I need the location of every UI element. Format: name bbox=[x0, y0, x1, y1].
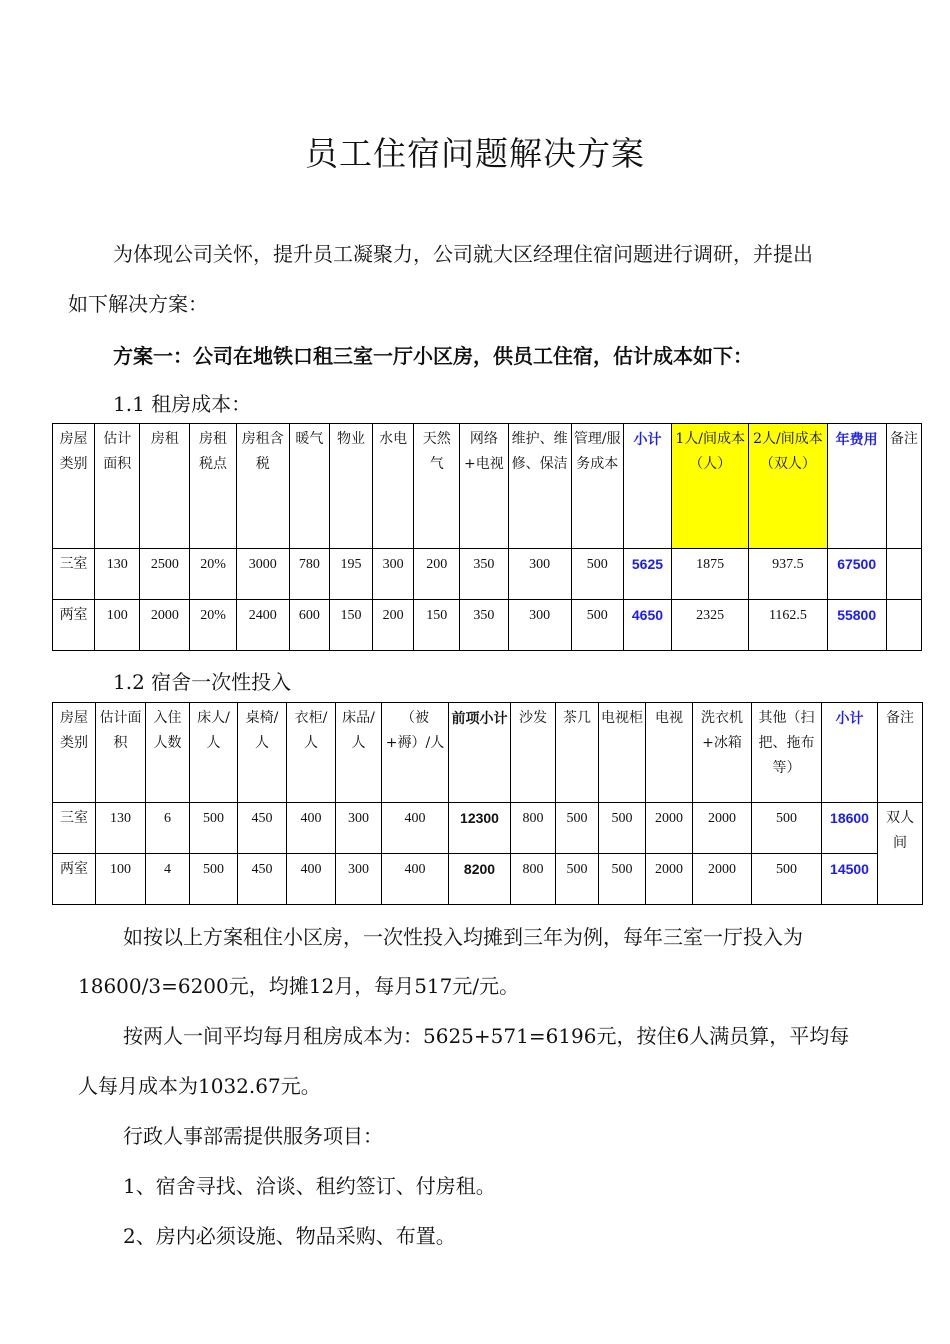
table-cell: 3000 bbox=[236, 549, 289, 600]
table-cell: 450 bbox=[238, 854, 287, 905]
table-cell: 500 bbox=[556, 854, 599, 905]
header-cell: 其他（扫把、拖布等） bbox=[752, 703, 822, 803]
table-cell: 500 bbox=[599, 854, 646, 905]
table-cell-subtotal: 18600 bbox=[822, 803, 878, 854]
table-cell: 三室 bbox=[53, 549, 95, 600]
rent-table-header-row bbox=[53, 424, 922, 549]
service-item-2: 2、房内必须设施、物品采购、布置。 bbox=[123, 1224, 456, 1248]
header-cell: 物业 bbox=[329, 424, 372, 549]
table-cell: 2000 bbox=[646, 803, 693, 854]
header-cell: 房租含税 bbox=[236, 424, 289, 549]
intro-line-1: 为体现公司关怀，提升员工凝聚力，公司就大区经理住宿问题进行调研，并提出 bbox=[113, 242, 813, 266]
header-cell: （被+褥）/人 bbox=[382, 703, 449, 803]
table-cell: 两室 bbox=[53, 854, 96, 905]
table-cell: 20% bbox=[190, 600, 236, 651]
header-cell: 维护、维修、保洁 bbox=[508, 424, 571, 549]
one-off-investment-table bbox=[52, 702, 923, 905]
table-cell: 2400 bbox=[236, 600, 289, 651]
table-row bbox=[53, 600, 922, 651]
table-cell: 400 bbox=[382, 803, 449, 854]
plan-one-heading: 方案一：公司在地铁口租三室一厅小区房，供员工住宿，估计成本如下： bbox=[113, 344, 753, 368]
table-cell: 20% bbox=[190, 549, 236, 600]
table-cell: 200 bbox=[373, 600, 414, 651]
table-cell: 1875 bbox=[672, 549, 749, 600]
header-cell-double-cost: 2人/间成本（双人） bbox=[749, 424, 827, 549]
table-row bbox=[53, 803, 923, 854]
header-cell: 房屋类别 bbox=[53, 424, 95, 549]
header-cell: 洗衣机+冰箱 bbox=[693, 703, 752, 803]
table-cell: 200 bbox=[414, 549, 460, 600]
table-cell: 500 bbox=[190, 803, 238, 854]
table-cell: 两室 bbox=[53, 600, 95, 651]
table-cell: 150 bbox=[414, 600, 460, 651]
table-cell: 2500 bbox=[140, 549, 190, 600]
table-cell: 500 bbox=[599, 803, 646, 854]
header-cell: 水电 bbox=[373, 424, 414, 549]
table-cell bbox=[886, 600, 921, 651]
table-cell: 300 bbox=[508, 549, 571, 600]
header-cell-subtotal: 小计 bbox=[623, 424, 671, 549]
table-cell: 400 bbox=[287, 803, 336, 854]
header-cell: 桌椅/人 bbox=[238, 703, 287, 803]
table-cell: 2000 bbox=[646, 854, 693, 905]
table-cell: 6 bbox=[146, 803, 190, 854]
table-cell: 150 bbox=[329, 600, 372, 651]
table-cell: 100 bbox=[96, 854, 146, 905]
intro-line-2: 如下解决方案： bbox=[68, 292, 208, 316]
table-cell: 195 bbox=[329, 549, 372, 600]
table-cell: 500 bbox=[752, 803, 822, 854]
service-item-1: 1、宿舍寻找、洽谈、租约签订、付房租。 bbox=[123, 1174, 496, 1198]
section-1-1-heading: 1.1 租房成本： bbox=[113, 392, 252, 416]
page-title: 员工住宿问题解决方案 bbox=[305, 134, 645, 173]
table-cell-subtotal: 14500 bbox=[822, 854, 878, 905]
table-cell: 三室 bbox=[53, 803, 96, 854]
table-cell: 500 bbox=[571, 549, 623, 600]
table-cell: 100 bbox=[95, 600, 140, 651]
table-cell: 130 bbox=[96, 803, 146, 854]
table-cell: 800 bbox=[511, 803, 556, 854]
header-cell: 电视 bbox=[646, 703, 693, 803]
table-cell: 300 bbox=[508, 600, 571, 651]
table-cell-subtotal: 4650 bbox=[623, 600, 671, 651]
table-cell: 4 bbox=[146, 854, 190, 905]
table-cell: 450 bbox=[238, 803, 287, 854]
table-cell: 350 bbox=[460, 549, 508, 600]
header-cell: 备注 bbox=[878, 703, 923, 803]
header-cell: 暖气 bbox=[289, 424, 329, 549]
table-row bbox=[53, 549, 922, 600]
table-cell: 937.5 bbox=[749, 549, 827, 600]
table-cell-subtotal: 5625 bbox=[623, 549, 671, 600]
header-cell-annual-cost: 年费用 bbox=[827, 424, 886, 549]
per-person-cost-line-1: 按两人一间平均每月租房成本为：5625+571=6196元，按住6人满员算，平均每 bbox=[123, 1024, 850, 1048]
per-person-cost-line-2: 人每月成本为1032.67元。 bbox=[78, 1074, 321, 1098]
table-cell: 780 bbox=[289, 549, 329, 600]
table-cell: 300 bbox=[336, 854, 382, 905]
table-cell: 400 bbox=[287, 854, 336, 905]
header-cell: 备注 bbox=[886, 424, 921, 549]
table-cell bbox=[886, 549, 921, 600]
table-cell: 1162.5 bbox=[749, 600, 827, 651]
header-cell: 衣柜/人 bbox=[287, 703, 336, 803]
table-cell: 500 bbox=[571, 600, 623, 651]
table-cell-prior-subtotal: 12300 bbox=[449, 803, 511, 854]
header-cell-prior-subtotal: 前项小计 bbox=[449, 703, 511, 803]
table-row bbox=[53, 854, 923, 905]
header-cell: 床品/人 bbox=[336, 703, 382, 803]
table-cell: 350 bbox=[460, 600, 508, 651]
header-cell: 床人/人 bbox=[190, 703, 238, 803]
investment-table-header-row bbox=[53, 703, 923, 803]
table-cell: 300 bbox=[336, 803, 382, 854]
header-cell: 房租税点 bbox=[190, 424, 236, 549]
table-cell: 500 bbox=[190, 854, 238, 905]
amortization-line-2: 18600/3=6200元，均摊12月，每月517元/元。 bbox=[78, 974, 520, 998]
header-cell: 估计面积 bbox=[95, 424, 140, 549]
header-cell: 入住人数 bbox=[146, 703, 190, 803]
table-cell: 800 bbox=[511, 854, 556, 905]
header-cell: 管理/服务成本 bbox=[571, 424, 623, 549]
table-cell-note: 双人间 bbox=[878, 803, 923, 905]
table-cell: 2325 bbox=[672, 600, 749, 651]
table-cell: 2000 bbox=[140, 600, 190, 651]
table-cell: 130 bbox=[95, 549, 140, 600]
table-cell: 500 bbox=[752, 854, 822, 905]
table-cell: 400 bbox=[382, 854, 449, 905]
header-cell: 房租 bbox=[140, 424, 190, 549]
header-cell-subtotal: 小计 bbox=[822, 703, 878, 803]
amortization-line-1: 如按以上方案租住小区房，一次性投入均摊到三年为例，每年三室一厅投入为 bbox=[123, 925, 803, 949]
header-cell: 估计面积 bbox=[96, 703, 146, 803]
table-cell: 600 bbox=[289, 600, 329, 651]
services-heading: 行政人事部需提供服务项目： bbox=[123, 1124, 383, 1148]
header-cell: 沙发 bbox=[511, 703, 556, 803]
section-1-2-heading: 1.2 宿舍一次性投入 bbox=[113, 670, 292, 694]
rent-cost-table bbox=[52, 423, 922, 651]
header-cell: 天然气 bbox=[414, 424, 460, 549]
header-cell: 茶几 bbox=[556, 703, 599, 803]
table-cell: 500 bbox=[556, 803, 599, 854]
header-cell-single-cost: 1人/间成本（人） bbox=[672, 424, 749, 549]
table-cell-prior-subtotal: 8200 bbox=[449, 854, 511, 905]
header-cell: 网络+电视 bbox=[460, 424, 508, 549]
table-cell: 2000 bbox=[693, 854, 752, 905]
table-cell: 2000 bbox=[693, 803, 752, 854]
table-cell-annual: 67500 bbox=[827, 549, 886, 600]
header-cell: 房屋类别 bbox=[53, 703, 96, 803]
table-cell-annual: 55800 bbox=[827, 600, 886, 651]
header-cell: 电视柜 bbox=[599, 703, 646, 803]
table-cell: 300 bbox=[373, 549, 414, 600]
